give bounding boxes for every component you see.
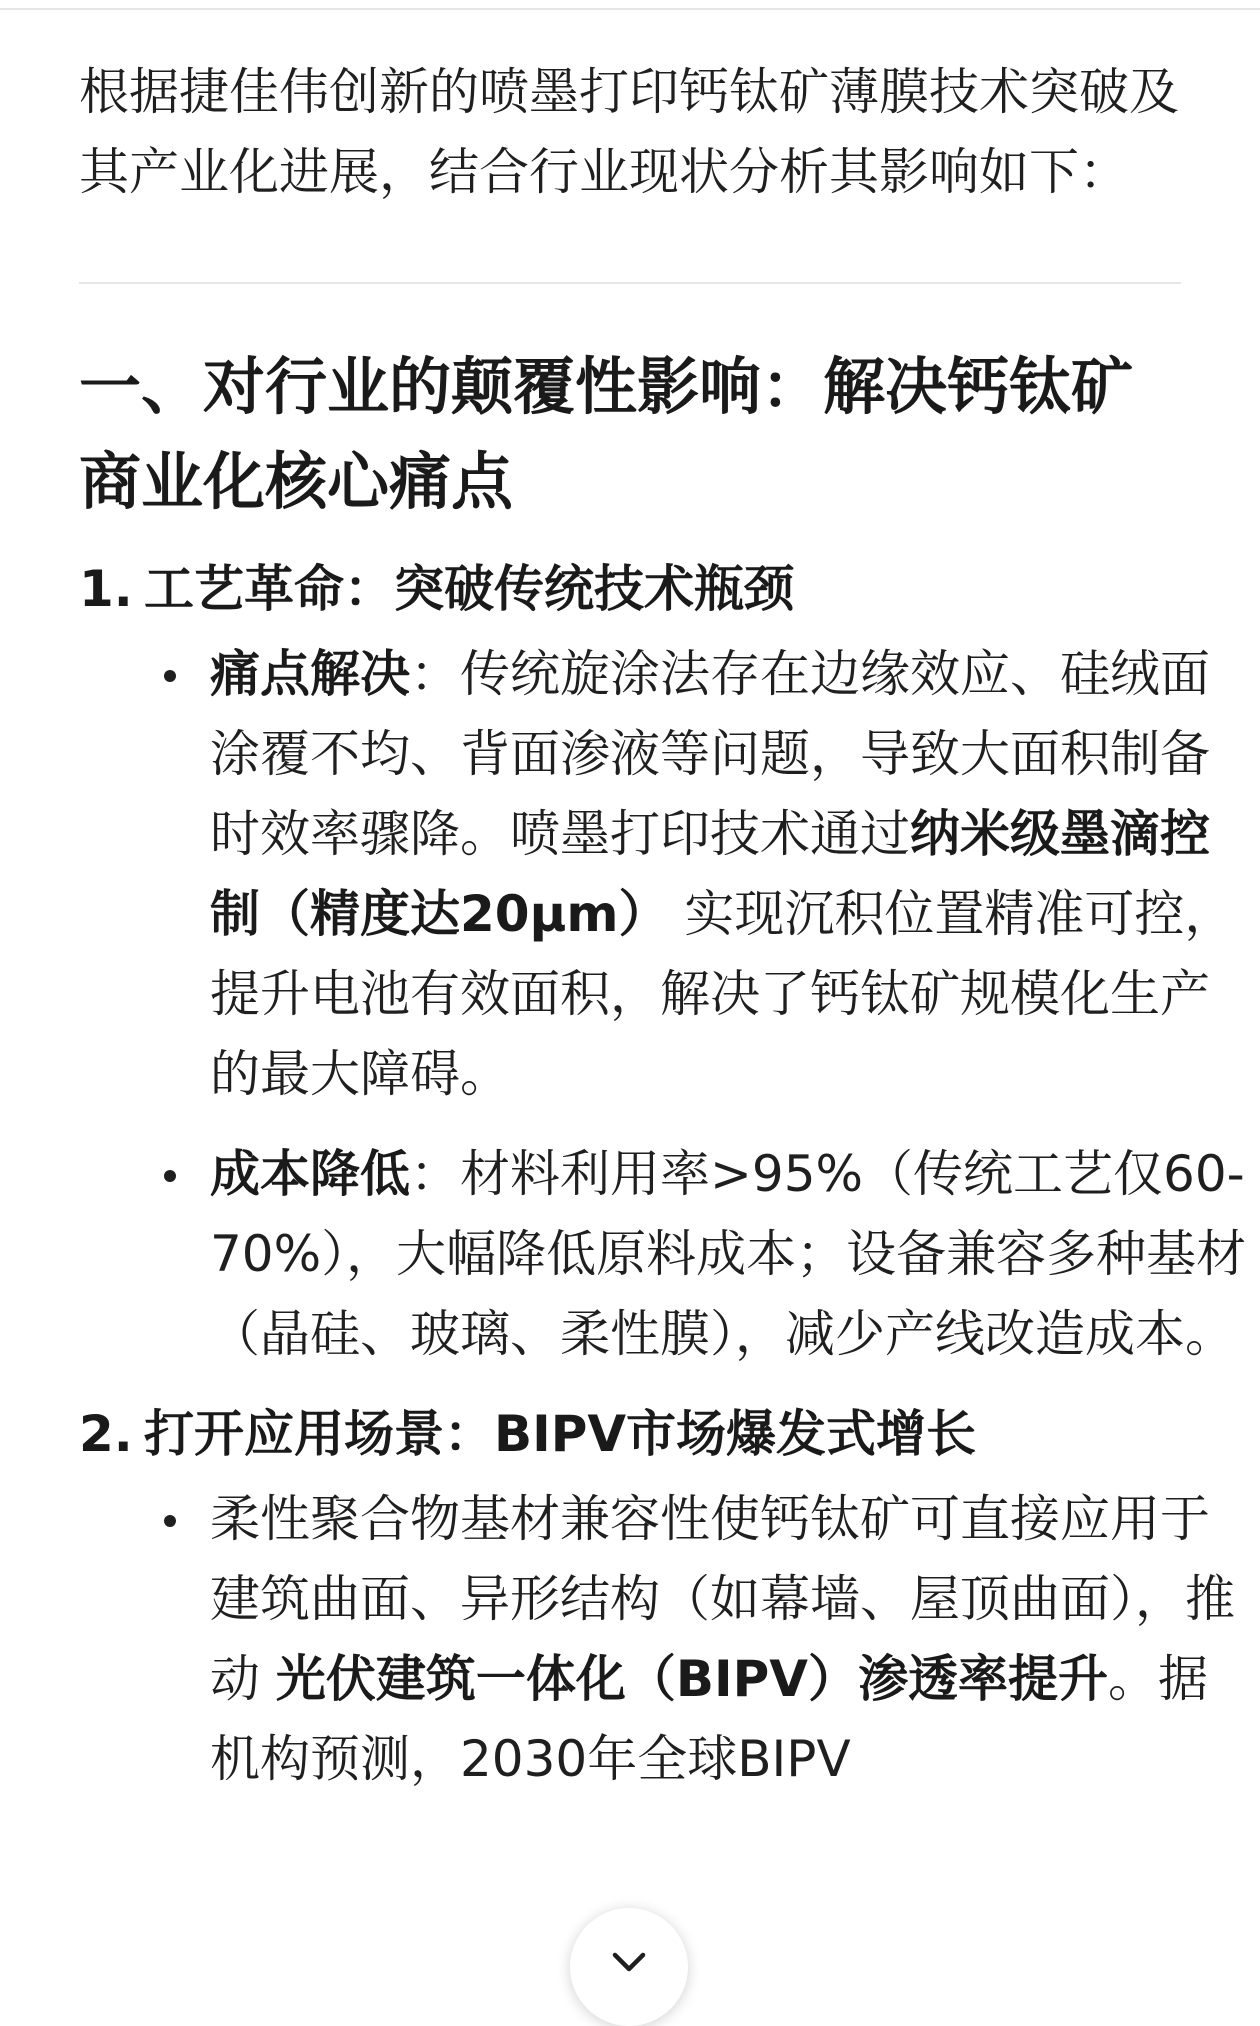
- scroll-down-button[interactable]: [570, 1908, 688, 2026]
- list-heading-text: 打开应用场景：BIPV市场爆发式增长: [144, 1405, 977, 1463]
- list-number: 2.: [79, 1405, 133, 1463]
- intro-paragraph: 根据捷佳伟创新的喷墨打印钙钛矿薄膜技术突破及其产业化进展，结合行业现状分析其影响如下：: [79, 63, 1179, 201]
- bullet-text: 柔性聚合物基材兼容性使钙钛矿可直接应用于建筑曲面、异形结构（如幕墙、屋顶曲面），推动: [210, 1490, 1235, 1708]
- bullet-emphasis: 纳米级墨滴控制（精度达20μm）: [210, 805, 1210, 943]
- top-divider: [0, 0, 1260, 10]
- bullet-list: [79, 1479, 1235, 1799]
- bullet-dot: [164, 1515, 176, 1527]
- list-number: 1.: [79, 560, 133, 618]
- section-heading: 一、对行业的颠覆性影响：解决钙钛矿商业化核心痛点: [79, 350, 1134, 518]
- bullet-text: 。据机构预测，2030年全球BIPV: [210, 1650, 1208, 1788]
- bullet-text: ：传统旋涂法存在边缘效应、硅绒面涂覆不均、背面渗液等问题，导致大面积制备时效率骤降。喷墨打印技术通过: [210, 645, 1210, 863]
- bullet-item: [79, 1479, 1250, 1799]
- bullet-lead: 痛点解决: [210, 645, 410, 703]
- bullet-lead: 成本降低: [210, 1145, 410, 1203]
- bullet-item: [79, 634, 1250, 1114]
- bullet-item: [79, 1134, 1250, 1374]
- chevron-down-icon: [609, 1950, 649, 1974]
- section-divider: [79, 282, 1181, 284]
- bullet-text: ：材料利用率>95%（传统工艺仅60-70%），大幅降低原料成本；设备兼容多种基材（晶硅、玻璃、柔性膜），减少产线改造成本。: [210, 1145, 1247, 1363]
- bullet-dot: [164, 670, 176, 682]
- ordered-list-item: [79, 1394, 1235, 1799]
- bullet-text: 实现沉积位置精准可控，提升电池有效面积，解决了钙钛矿规模化生产的最大障碍。: [210, 885, 1235, 1103]
- ordered-list-item: [79, 549, 1247, 1374]
- message-content: [79, 52, 1247, 1819]
- bullet-list: [79, 634, 1247, 1374]
- list-item-heading: [79, 549, 1181, 629]
- bullet-emphasis: 光伏建筑一体化（BIPV）渗透率提升: [275, 1650, 1108, 1708]
- list-heading-text: 工艺革命：突破传统技术瓶颈: [144, 560, 794, 618]
- bullet-dot: [164, 1170, 176, 1182]
- list-item-heading: [79, 1394, 1181, 1474]
